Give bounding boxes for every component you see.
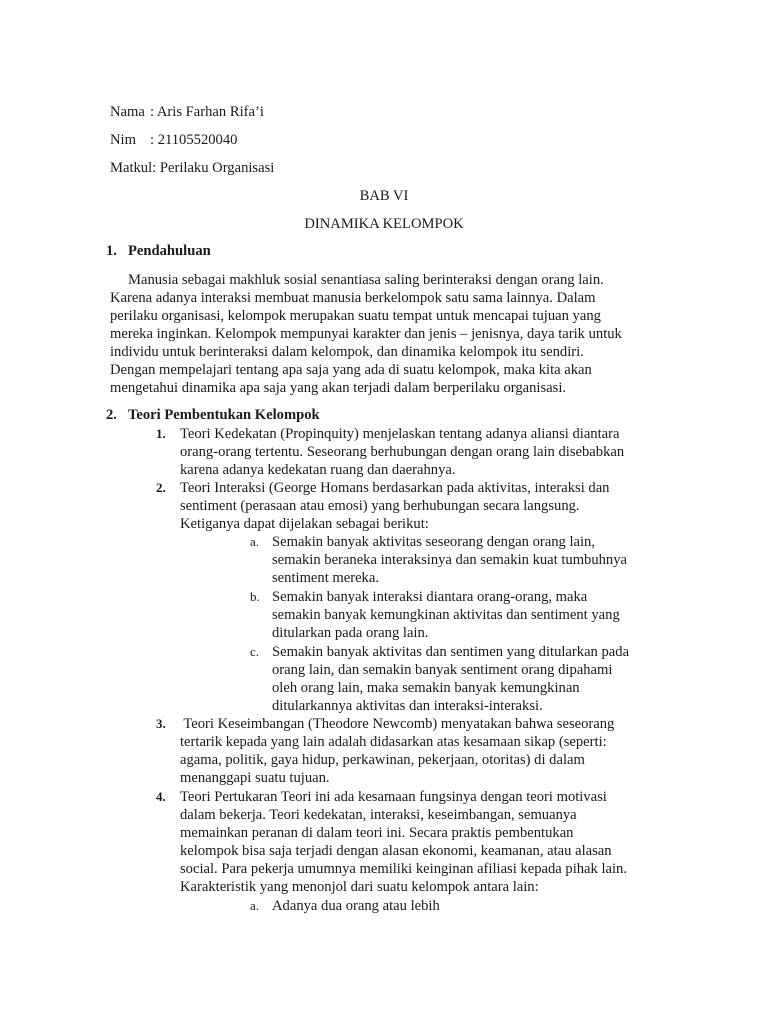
nim-label: Nim [110, 132, 136, 148]
item-line: Karakteristik yang menonjol dari suatu kelompok antara lain: [180, 879, 539, 895]
section1-line: Karena adanya interaksi membuat manusia berkelompok satu sama lainnya. Dalam [110, 290, 596, 306]
subitem-letter: a. [250, 898, 260, 913]
section1-line: mereka inginkan. Kelompok mempunyai karakter dan jenis – jenisnya, daya tarik untuk [110, 326, 622, 342]
nama-value: : Aris Farhan Rifa’i [150, 104, 264, 120]
subitem-line: Semakin banyak aktivitas dan sentimen yang ditularkan pada [272, 644, 630, 660]
item-line: Teori Interaksi (George Homans berdasarkan pada aktivitas, interaksi dan [180, 480, 610, 496]
section1-line: perilaku organisasi, kelompok merupakan suatu tempat untuk mencapai tujuan yang [110, 308, 601, 324]
subitem-line: orang lain, dan semakin banyak sentiment orang dipahami [272, 662, 613, 678]
section2-number: 2. [106, 407, 117, 423]
item-line: sentiment (perasaan atau emosi) yang berhubungan secara langsung. [180, 498, 580, 514]
section1-heading: Pendahuluan [128, 243, 211, 259]
section2-heading: Teori Pembentukan Kelompok [128, 407, 320, 423]
section1-line: individu untuk berinteraksi dalam kelompok, dan dinamika kelompok itu sendiri. [110, 344, 584, 360]
item-number: 2. [156, 480, 166, 495]
item-line: orang-orang tertentu. Seseorang berhubungan dengan orang lain disebabkan [180, 444, 625, 460]
chapter-title: DINAMIKA KELOMPOK [304, 216, 464, 232]
item-line: dalam bekerja. Teori kedekatan, interaksi, keseimbangan, semuanya [180, 807, 577, 823]
item-number: 1. [156, 426, 166, 441]
item-line: memainkan peranan di dalam teori ini. Secara praktis pembentukan [180, 825, 574, 841]
subitem-letter: a. [250, 534, 260, 549]
matkul-value: : Perilaku Organisasi [152, 160, 275, 176]
subitem-line: semakin banyak kemungkinan aktivitas dan sentiment yang [272, 607, 620, 623]
section1-line: mengetahui dinamika apa saja yang akan terjadi dalam berperilaku organisasi. [110, 380, 567, 396]
subitem-line: oleh orang lain, maka semakin banyak kemungkinan [272, 680, 580, 696]
subitem-letter: b. [250, 589, 260, 604]
subitem-letter: c. [250, 644, 260, 659]
item-line: karena adanya kedekatan ruang dan daerahnya. [180, 462, 456, 478]
item-line: menanggapi suatu tujuan. [180, 770, 330, 786]
bab-title: BAB VI [359, 188, 409, 204]
nim-value: : 21105520040 [150, 132, 238, 148]
item-line: agama, politik, gaya hidup, perkawinan, pekerjaan, otoritas) di dalam [180, 752, 585, 768]
section1-number: 1. [106, 243, 117, 259]
item-line: Teori Kedekatan (Propinquity) menjelaskan tentang adanya aliansi diantara [180, 426, 620, 442]
section1-line: Manusia sebagai makhluk sosial senantiasa saling berinteraksi dengan orang lain. [128, 272, 604, 288]
subitem-line: ditularkan pada orang lain. [272, 625, 429, 641]
item-line: social. Para pekerja umumnya memiliki keinginan afiliasi kepada pihak lain. [180, 861, 627, 877]
item-number: 4. [156, 789, 166, 804]
item-line: Ketiganya dapat dijelakan sebagai berikut: [180, 516, 429, 532]
nim-row [110, 131, 237, 149]
section1-line: Dengan mempelajari tentang apa saja yang ada di suatu kelompok, maka kita akan [110, 362, 592, 378]
nama-row [110, 103, 264, 121]
subitem-line: Semakin banyak aktivitas seseorang dengan orang lain, [272, 534, 595, 550]
nama-label: Nama [110, 104, 145, 120]
item-line: kelompok bisa saja terjadi dengan alasan ekonomi, keamanan, atau alasan [180, 843, 612, 859]
subitem-line: semakin beraneka interaksinya dan semakin kuat tumbuhnya [272, 552, 628, 568]
item-line: tertarik kepada yang lain adalah didasarkan atas kesamaan sikap (seperti: [180, 734, 607, 750]
item-line: Teori Pertukaran Teori ini ada kesamaan fungsinya dengan teori motivasi [180, 789, 607, 805]
subitem-line: sentiment mereka. [272, 570, 379, 586]
item-line: Teori Keseimbangan (Theodore Newcomb) menyatakan bahwa seseorang [180, 716, 615, 732]
matkul-label: Matkul [110, 160, 153, 176]
matkul-row [110, 159, 274, 177]
subitem-line: Semakin banyak interaksi diantara orang-orang, maka [272, 589, 588, 605]
subitem-line: ditularkannya aktivitas dan interaksi-interaksi. [272, 698, 543, 714]
subitem-line: Adanya dua orang atau lebih [272, 898, 440, 914]
item-number: 3. [156, 716, 166, 731]
